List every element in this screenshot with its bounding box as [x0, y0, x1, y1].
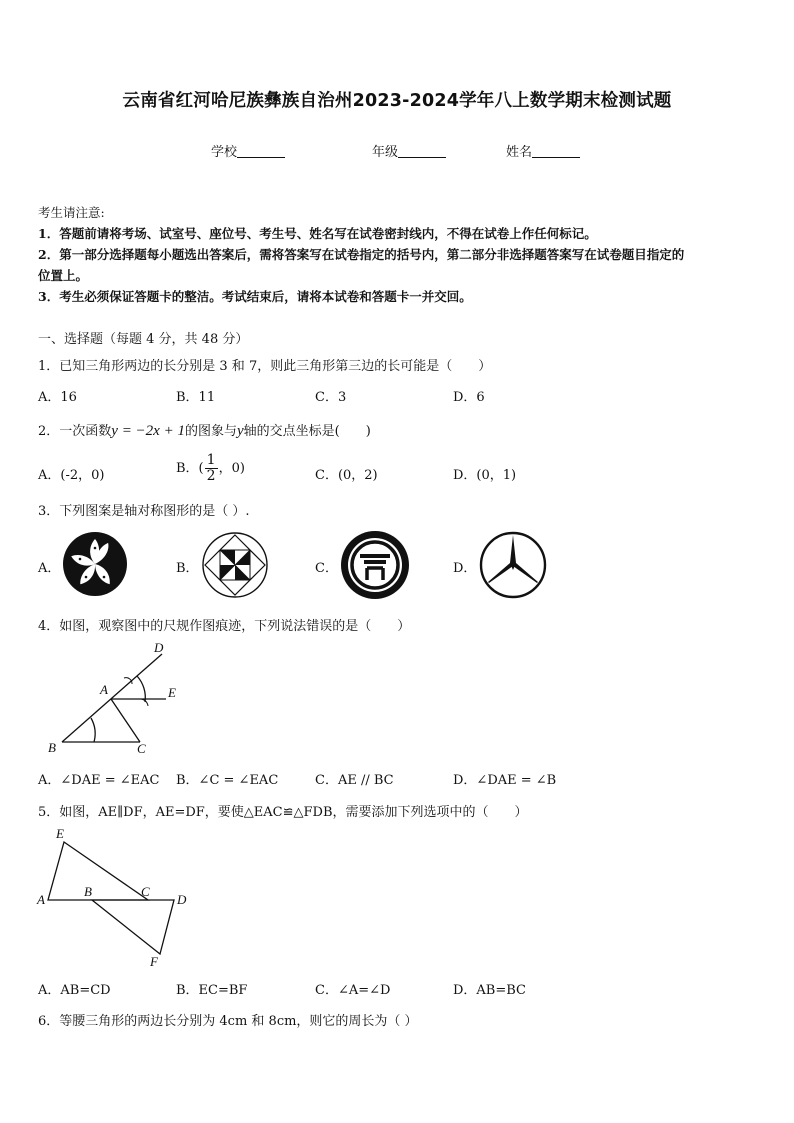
- school-label: 学校: [211, 145, 238, 160]
- notice-item-3: 3．考生必须保证答题卡的整洁。考试结束后，请将本试卷和答题卡一并交回。: [38, 289, 472, 304]
- notice-heading: 考生请注意:: [38, 205, 105, 220]
- q3-option-b: B．: [176, 561, 199, 576]
- q1-option-a: A．16: [38, 390, 77, 405]
- grade-blank: [398, 144, 446, 158]
- name-field: [506, 141, 580, 160]
- q3-stem: 3．下列图案是轴对称图形的是（ ）.: [38, 504, 250, 519]
- q2-option-b-tail: ，0): [218, 461, 245, 476]
- page-title: 云南省红河哈尼族彝族自治州2023-2024学年八上数学期末检测试题: [122, 91, 672, 111]
- name-label: 姓名: [506, 145, 533, 160]
- label-e: E: [168, 685, 176, 700]
- label-d: D: [177, 892, 187, 907]
- q2-option-b-label: B．(: [176, 461, 204, 476]
- q4-construction-figure: [44, 638, 194, 758]
- q1-stem: 1．已知三角形两边的长分别是 3 和 7，则此三角形第三边的长可能是（ ）: [38, 359, 492, 374]
- school-blank: [237, 144, 285, 158]
- fraction-numerator: 1: [206, 452, 216, 468]
- q1-option-d: D．6: [453, 390, 485, 405]
- q2-var-y: y: [236, 423, 244, 439]
- q4-stem: 4．如图，观察图中的尺规作图痕迹，下列说法错误的是（ ）: [38, 619, 411, 634]
- q5-option-c: C．∠A=∠D: [315, 983, 391, 998]
- q2-option-b-fraction: [205, 453, 218, 484]
- q4-option-c: C．AE // BC: [315, 773, 394, 788]
- q5-option-b: B．EC=BF: [176, 983, 248, 998]
- q6-stem: 6．等腰三角形的两边长分别为 4cm 和 8cm，则它的周长为（ ）: [38, 1014, 418, 1029]
- label-b: B: [48, 740, 56, 755]
- label-a: A: [100, 682, 108, 697]
- q4-option-b: B．∠C = ∠EAC: [176, 773, 279, 788]
- three-pointed-star-icon: [478, 530, 548, 600]
- q1-option-c: C．3: [315, 390, 347, 405]
- q2-formula: y = −2x + 1: [111, 423, 185, 439]
- q2-option-a: A．(-2，0): [38, 468, 105, 483]
- q2-stem-prefix: 2．一次函数: [38, 424, 112, 439]
- q2-stem-mid: 的图象与: [184, 424, 237, 439]
- ring-logo-icon: [340, 530, 410, 600]
- q5-stem: 5．如图，AE∥DF，AE=DF，要使△EAC≌△FDB，需要添加下列选项中的（ ）: [38, 805, 528, 820]
- q3-option-d: D．: [453, 561, 477, 576]
- label-a: A: [37, 892, 45, 907]
- q5-triangles-figure: [34, 824, 194, 970]
- grade-label: 年级: [372, 145, 399, 160]
- notice-item-1: 1．答题前请将考场、试室号、座位号、考生号、姓名写在试卷密封线内，不得在试卷上作任何标记。: [38, 226, 597, 241]
- label-e: E: [56, 826, 64, 841]
- name-blank: [532, 144, 580, 158]
- q2-option-b: [176, 453, 245, 484]
- q2-stem-suffix: 轴的交点坐标是( ): [243, 424, 371, 439]
- fraction-denominator: 2: [206, 468, 216, 484]
- q2-option-c: C．(0，2): [315, 468, 378, 483]
- q2-stem: [38, 420, 371, 440]
- label-c: C: [141, 884, 150, 899]
- label-f: F: [150, 954, 158, 969]
- bauhinia-emblem-icon: [62, 531, 128, 597]
- grade-field: [372, 141, 446, 160]
- q3-option-c: C．: [315, 561, 338, 576]
- q1-option-b: B．11: [176, 390, 216, 405]
- label-d: D: [154, 640, 164, 655]
- q4-option-d: D．∠DAE = ∠B: [453, 773, 557, 788]
- q4-option-a: A．∠DAE = ∠EAC: [38, 773, 160, 788]
- notice-item-2: 2．第一部分选择题每小题选出答案后，需将答案写在试卷指定的括号内，第二部分非选择题答案写在试卷题目指定的: [38, 247, 685, 262]
- q5-option-a: A．AB=CD: [38, 983, 111, 998]
- section-heading: 一、选择题（每题 4 分，共 48 分）: [38, 332, 249, 347]
- school-field: [211, 141, 285, 160]
- label-b: B: [84, 884, 92, 899]
- notice-item-2-cont: 位置上。: [38, 268, 89, 283]
- pinwheel-icon: [201, 531, 269, 599]
- q3-option-a: A．: [38, 561, 61, 576]
- q5-option-d: D．AB=BC: [453, 983, 526, 998]
- label-c: C: [137, 741, 146, 756]
- q2-option-d: D．(0，1): [453, 468, 517, 483]
